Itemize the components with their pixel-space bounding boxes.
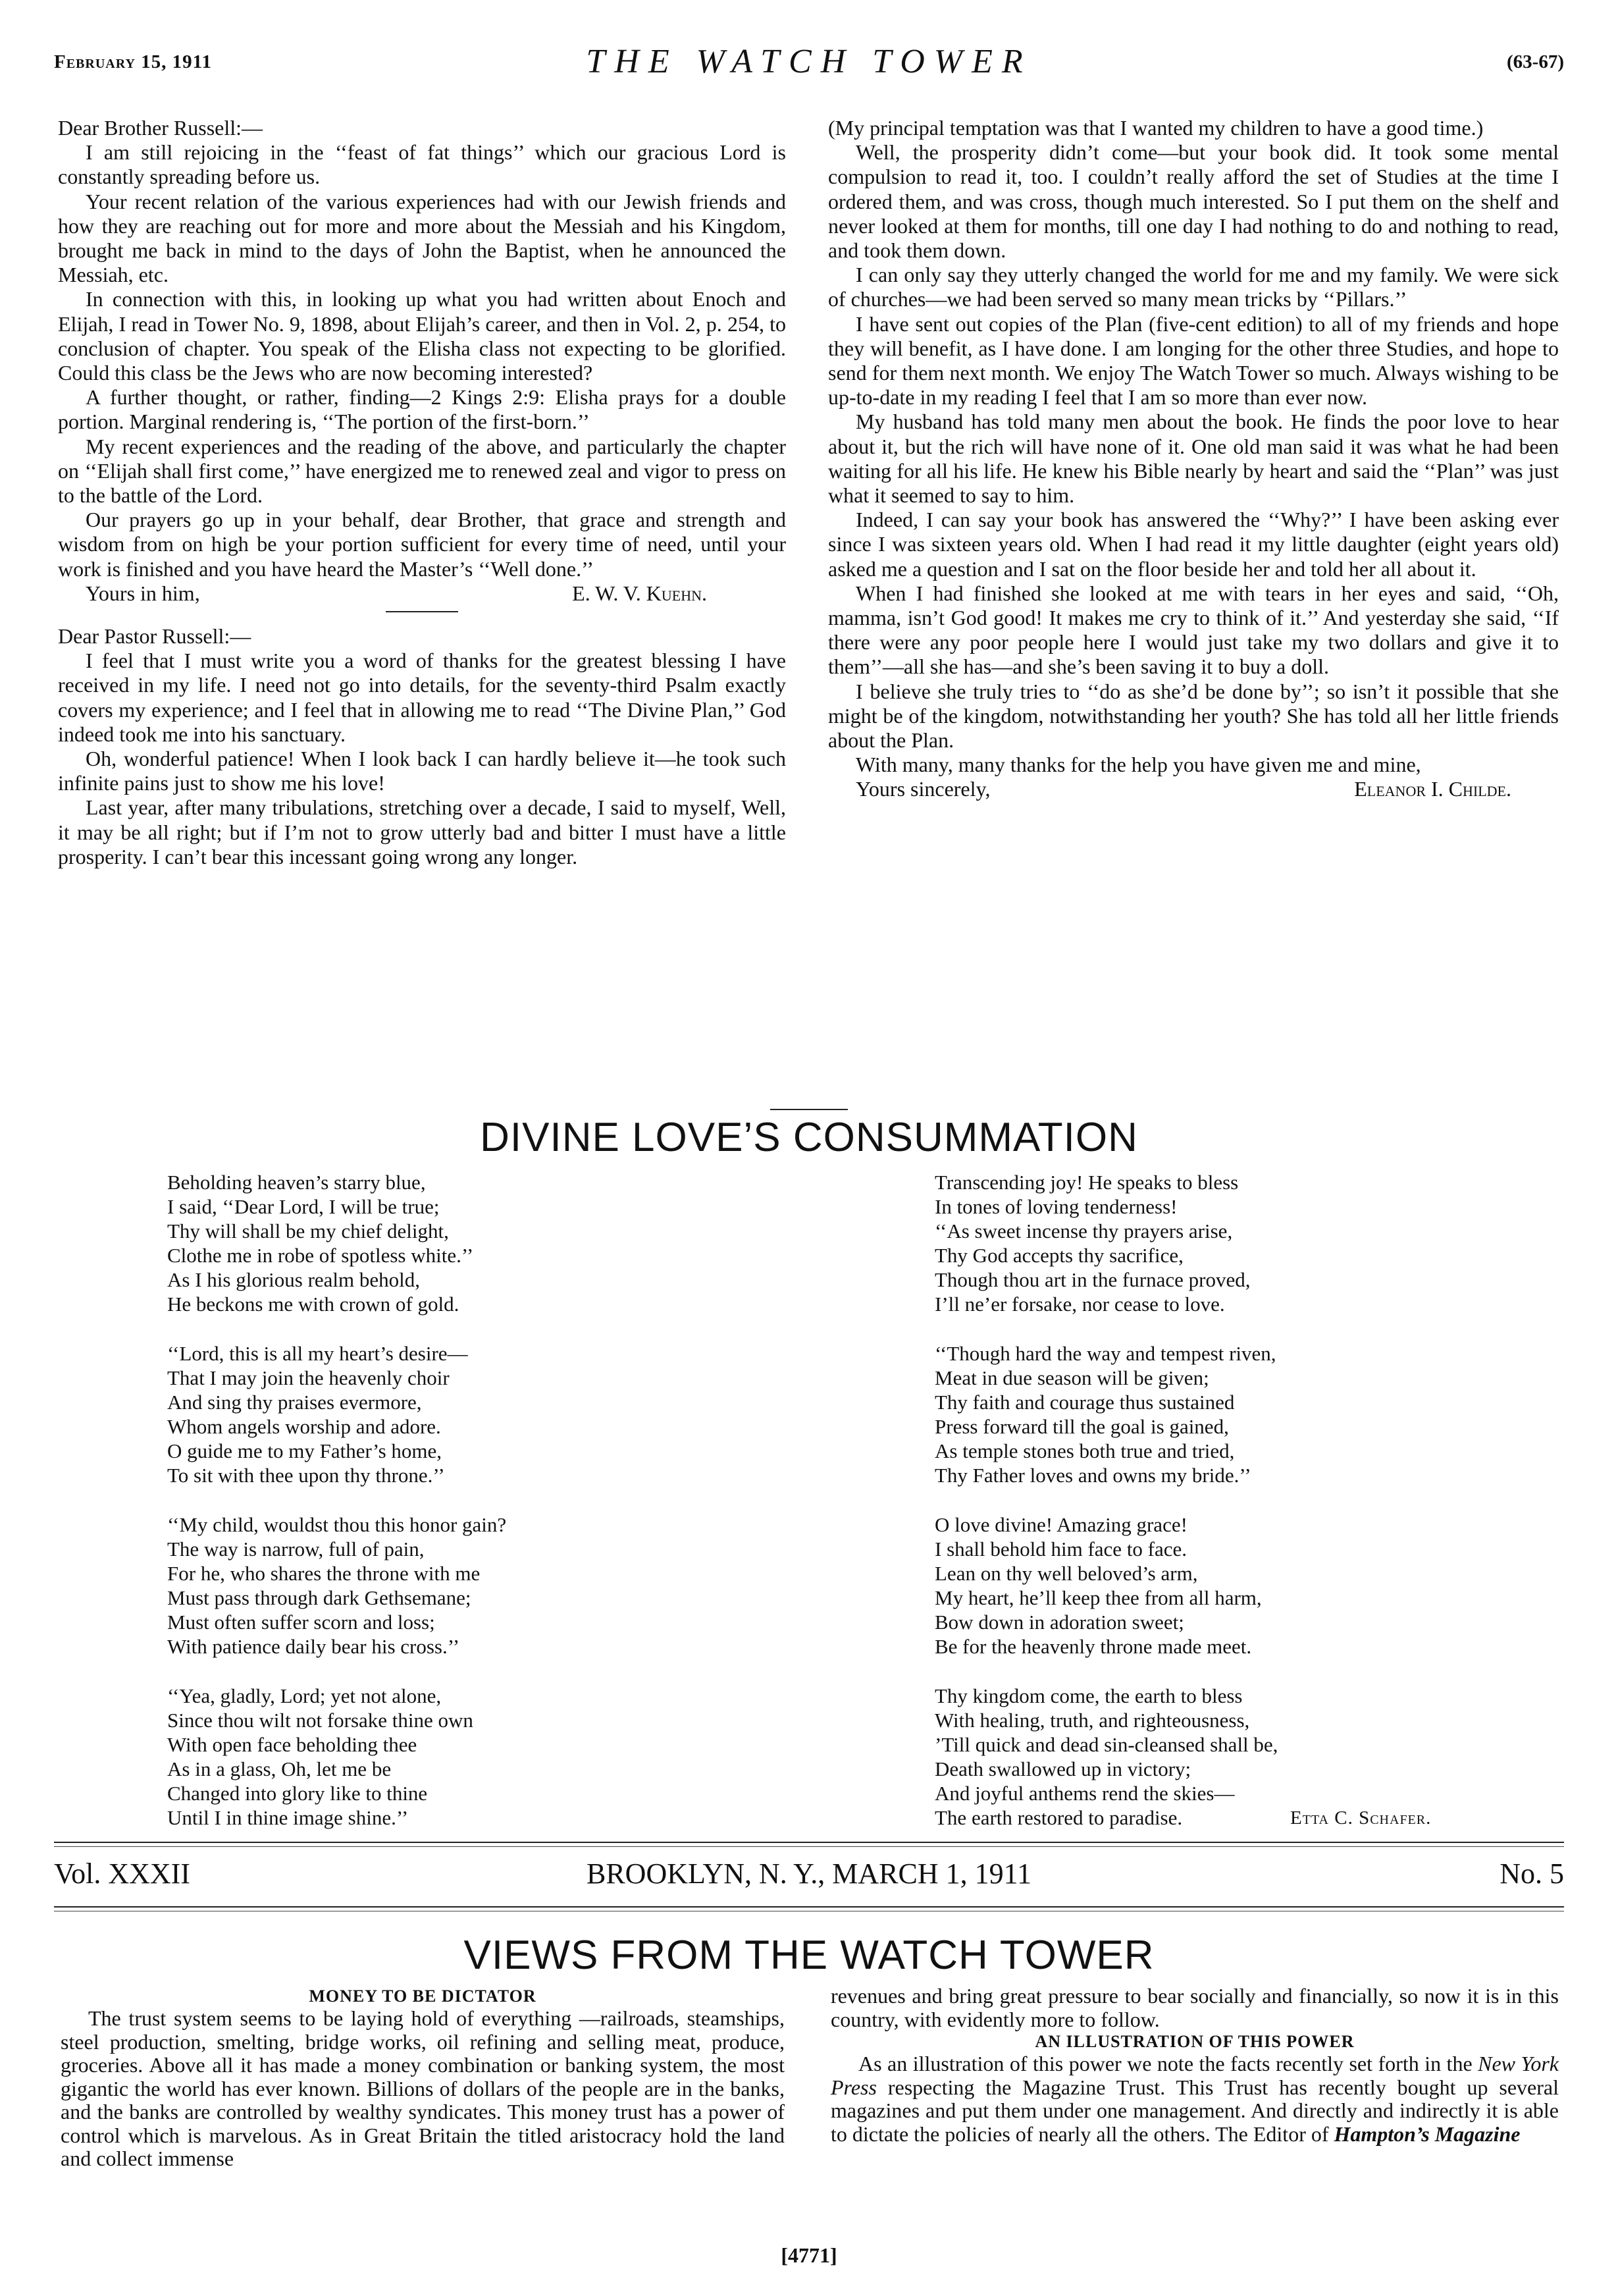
poem-line: Must pass through dark Gethsemane;	[167, 1586, 471, 1609]
poem-line: I said, ‘‘Dear Lord, I will be true;	[167, 1195, 440, 1218]
letter2-salutation: Dear Pastor Russell:—	[58, 624, 251, 649]
poem-line: He beckons me with crown of gold.	[167, 1293, 459, 1316]
letter2-paragraph: Last year, after many tribulations, stretching over a decade, I said to myself, Well, it may be all right; but if I’m not to grow utterly bad and bitter I must have a little prosperity. I can’t bear this incessant going wrong any longer.	[58, 795, 786, 868]
poem-stanza	[935, 1684, 1278, 1830]
poem-line: Changed into glory like to thine	[167, 1782, 428, 1805]
masthead-number: No. 5	[1500, 1857, 1564, 1890]
text-run: As an illustration of this power we note the facts recently set forth in the	[858, 2052, 1473, 2075]
poem-stanza	[935, 1512, 1278, 1659]
letter1-paragraph: Our prayers go up in your behalf, dear Brother, that grace and strength and wisdom from on high be your portion sufficient for every time of need, until your work is finished and you have heard the Master’s ‘‘Well done.’’	[58, 508, 786, 581]
poem-line: To sit with thee upon thy throne.’’	[167, 1464, 445, 1487]
letter2-closing: Yours sincerely,	[856, 777, 991, 801]
section-heading: MONEY TO BE DICTATOR	[309, 1987, 536, 2006]
poem-line: For he, who shares the throne with me	[167, 1562, 481, 1585]
poem-line: Thy Father loves and owns my bride.’’	[935, 1464, 1251, 1487]
poem-line: Thy God accepts thy sacrifice,	[935, 1244, 1184, 1267]
poem-line: With patience daily bear his cross.’’	[167, 1635, 460, 1658]
poem-line: Meat in due season will be given;	[935, 1366, 1209, 1389]
letter2-paragraph: I feel that I must write you a word of thanks for the greatest blessing I have received in my life. I need not go into details, for the seventy-third Psalm exactly covers my experience; and I feel that in allowing me to read ‘‘The Divine Plan,’’ God indeed took me into his sanctuary.	[58, 649, 786, 746]
letter1-paragraph: A further thought, or rather, finding—2 Kings 2:9: Elisha prays for a double portion. Marginal rendering is, ‘‘The portion of the first-born.’’	[58, 385, 786, 434]
poem-line: My heart, he’ll keep thee from all harm,	[935, 1586, 1262, 1609]
masthead-place-date: BROOKLYN, N. Y., MARCH 1, 1911	[586, 1857, 1032, 1890]
masthead-rule-top	[54, 1842, 1564, 1847]
poem-line: O love divine! Amazing grace!	[935, 1513, 1187, 1536]
article-paragraph	[831, 2052, 1559, 2146]
page-footer-id: [4771]	[781, 2243, 837, 2267]
letter1-signature-line	[58, 581, 786, 606]
masthead	[54, 1857, 1564, 1896]
poem-line: In tones of loving tenderness!	[935, 1195, 1178, 1218]
article-paragraph: The trust system seems to be laying hold of everything —railroads, steamships, steel production, smelting, bridge works, oil refining and selling meat, produce, groceries. Above all it has made a money combination or banking system, the most gigantic the world has ever known. Billions of dollars of the people are in the banks, and the banks are controlled by wealthy syndicates. This money trust has a power of control which is marvelous. As in Great Britain the titled aristocracy hold the land and collect immense	[61, 2006, 785, 2170]
letter1-signature: E. W. V. Kuehn.	[572, 581, 707, 605]
poem-line: Transcending joy! He speaks to bless	[935, 1171, 1239, 1194]
poem-line: ‘‘Though hard the way and tempest riven,	[935, 1342, 1276, 1365]
poem-line: Clothe me in robe of spotless white.’’	[167, 1244, 474, 1267]
poem-line: And joyful anthems rend the skies—	[935, 1782, 1235, 1805]
letter1-salutation: Dear Brother Russell:—	[58, 116, 263, 140]
poem-stanza	[167, 1684, 506, 1830]
poem-left-column	[167, 1170, 506, 1855]
poem-line: The earth restored to paradise.	[935, 1806, 1183, 1829]
masthead-rule-bottom	[54, 1906, 1564, 1911]
letter2-paragraph: When I had finished she looked at me with tears in her eyes and said, ‘‘Oh, mamma, isn’t God good! It makes me cry to think of it.’’ And yesterday she said, ‘‘If there were any poor people here I would just take my two dollars and give it to them’’—all she has—and she’s been saving it to buy a doll.	[828, 581, 1559, 679]
poem-line: Death swallowed up in victory;	[935, 1757, 1191, 1780]
letter2-paragraph: I have sent out copies of the Plan (five-cent edition) to all of my friends and hope they will benefit, as I have done. I am longing for the other three Studies, and hope to send for them next month. We enjoy The Watch Tower so much. Always wishing to be up-to-date in my reading I feel that I am so more than ever now.	[828, 311, 1559, 410]
header-title: THE WATCH TOWER	[586, 43, 1032, 80]
poem-line: That I may join the heavenly choir	[167, 1366, 450, 1389]
letter2-paragraph: I believe she truly tries to ‘‘do as she’d be done by’’; so isn’t it possible that she might be of the kingdom, notwithstanding her youth? She has told all her little friends about the Plan.	[828, 679, 1559, 753]
poem-line: As temple stones both true and tried,	[935, 1439, 1235, 1462]
running-header	[54, 43, 1564, 86]
poem-line: Until I in thine image shine.’’	[167, 1806, 409, 1829]
poem-line: Thy faith and courage thus sustained	[935, 1391, 1235, 1414]
poem-stanza	[935, 1170, 1278, 1316]
section-heading: AN ILLUSTRATION OF THIS POWER	[1035, 2032, 1355, 2051]
letter2-signature: Eleanor I. Childe.	[1354, 777, 1511, 801]
letter2-paragraph: Well, the prosperity didn’t come—but your book did. It took some mental compulsion to read it, too. I couldn’t really afford the set of Studies at the time I ordered them, and was cross, though much interested. So I put them on the shelf and never looked at them for months, till one day I had nothing to do and nothing to read, and took them down.	[828, 140, 1559, 263]
poem-line: ’Till quick and dead sin-cleansed shall be,	[935, 1733, 1278, 1756]
letter2-paragraph: I can only say they utterly changed the world for me and my family. We were sick of churches—we had been served so many mean tricks by ‘‘Pillars.’’	[828, 263, 1559, 311]
poem-divider	[770, 1109, 848, 1110]
poem-line: Bow down in adoration sweet;	[935, 1611, 1184, 1634]
poem-line: Though thou art in the furnace proved,	[935, 1268, 1251, 1291]
article-paragraph: revenues and bring great pressure to bear socially and financially, so now it is in this country, with evidently more to follow.	[831, 1984, 1559, 2031]
poem-line: Thy will shall be my chief delight,	[167, 1219, 449, 1242]
poem-line: Whom angels worship and adore.	[167, 1415, 441, 1438]
magazine-name: Hampton’s Magazine	[1334, 2122, 1521, 2146]
poem-line: I shall behold him face to face.	[935, 1537, 1187, 1561]
poem-line: Since thou wilt not forsake thine own	[167, 1709, 473, 1732]
poem-line: ‘‘As sweet incense thy prayers arise,	[935, 1219, 1233, 1242]
poem-line: The way is narrow, full of pain,	[167, 1537, 425, 1561]
views-left-column	[61, 1986, 785, 2171]
letter1-closing: Yours in him,	[86, 581, 200, 605]
poem-line: Lean on thy well beloved’s arm,	[935, 1562, 1198, 1585]
letter1-paragraph: Your recent relation of the various experiences had with our Jewish friends and how they are reaching out for more and more about the Messiah and his Kingdom, brought me back in mind to the days of John the Baptist, when he announced the Messiah, etc.	[58, 189, 786, 287]
newspaper-name: New York Press	[831, 2052, 1559, 2099]
letter2-paragraph: Indeed, I can say your book has answered the ‘‘Why?’’ I have been asking ever since I was sixteen years old. When I had read it my little daughter (eight years old) asked me a question and I sat on the floor beside her and told her all about it.	[828, 508, 1559, 581]
poem-line: Thy kingdom come, the earth to bless	[935, 1684, 1243, 1707]
letter2-paragraph: Oh, wonderful patience! When I look back I can hardly believe it—he took such infinite pains just to show me his love!	[58, 747, 786, 795]
header-page-number: (63-67)	[1507, 51, 1564, 72]
poem-line: ‘‘My child, wouldst thou this honor gain?	[167, 1513, 507, 1536]
poem-stanza	[167, 1512, 506, 1659]
poem-line: With healing, truth, and righteousness,	[935, 1709, 1250, 1732]
letter1-paragraph: My recent experiences and the reading of the above, and particularly the chapter on ‘‘Elijah shall first come,’’ have energized me to renewed zeal and vigor to press on to the battle of the Lord.	[58, 434, 786, 508]
text-run: respecting the Magazine Trust. This Trust has recently bought up several magazines and put them under one management. And directly and indirectly it is able to dictate the policies of nearly all the others. The Editor of	[831, 2075, 1559, 2146]
poem-line: ‘‘Yea, gladly, Lord; yet not alone,	[167, 1684, 442, 1707]
right-column	[828, 116, 1559, 802]
poem-line: With open face beholding thee	[167, 1733, 417, 1756]
letter1-paragraph: I am still rejoicing in the ‘‘feast of fat things’’ which our gracious Lord is constantly spreading before us.	[58, 140, 786, 189]
letter-divider	[386, 611, 458, 612]
poem-right-column	[935, 1170, 1278, 1855]
poem-line: Be for the heavenly throne made meet.	[935, 1635, 1252, 1658]
poem-line: As in a glass, Oh, let me be	[167, 1757, 392, 1780]
poem-line: Must often suffer scorn and loss;	[167, 1611, 435, 1634]
poem-line: O guide me to my Father’s home,	[167, 1439, 442, 1462]
poem-line: I’ll ne’er forsake, nor cease to love.	[935, 1293, 1225, 1316]
poem-line: ‘‘Lord, this is all my heart’s desire—	[167, 1342, 468, 1365]
letter2-paragraph: With many, many thanks for the help you have given me and mine,	[856, 753, 1421, 777]
poem-line: Beholding heaven’s starry blue,	[167, 1171, 426, 1194]
poem-stanza	[167, 1170, 506, 1316]
poem-stanza	[935, 1341, 1278, 1487]
views-right-column	[831, 1985, 1559, 2146]
letter2-paragraph: My husband has told many men about the book. He finds the poor love to hear about it, but the rich will have none of it. One old man said it was what he had been waiting for all his life. He knew his Bible nearly by heart and said the ‘‘Plan’’ was just what it seemed to say to him.	[828, 410, 1559, 508]
poem-author: Etta C. Schafer.	[1290, 1807, 1432, 1829]
letter1-paragraph: In connection with this, in looking up what you had written about Enoch and Elijah, I read in Tower No. 9, 1898, about Elijah’s career, and then in Vol. 2, p. 254, to conclusion of chapter. You speak of the Elisha class not expecting to be glorified. Could this class be the Jews who are now becoming interested?	[58, 287, 786, 385]
poem-stanza	[167, 1341, 506, 1487]
poem-line: And sing thy praises evermore,	[167, 1391, 422, 1414]
letter2-continuation: (My principal temptation was that I wanted my children to have a good time.)	[828, 116, 1484, 140]
poem-line: Press forward till the goal is gained,	[935, 1415, 1229, 1438]
header-date: February 15, 1911	[54, 51, 213, 72]
section-title: VIEWS FROM THE WATCH TOWER	[463, 1933, 1155, 1978]
left-column	[58, 116, 786, 869]
masthead-volume: Vol. XXXII	[54, 1857, 190, 1890]
poem-title: DIVINE LOVE’S CONSUMMATION	[480, 1115, 1138, 1160]
letter2-signature-line	[828, 777, 1559, 801]
poem-line: As I his glorious realm behold,	[167, 1268, 421, 1291]
